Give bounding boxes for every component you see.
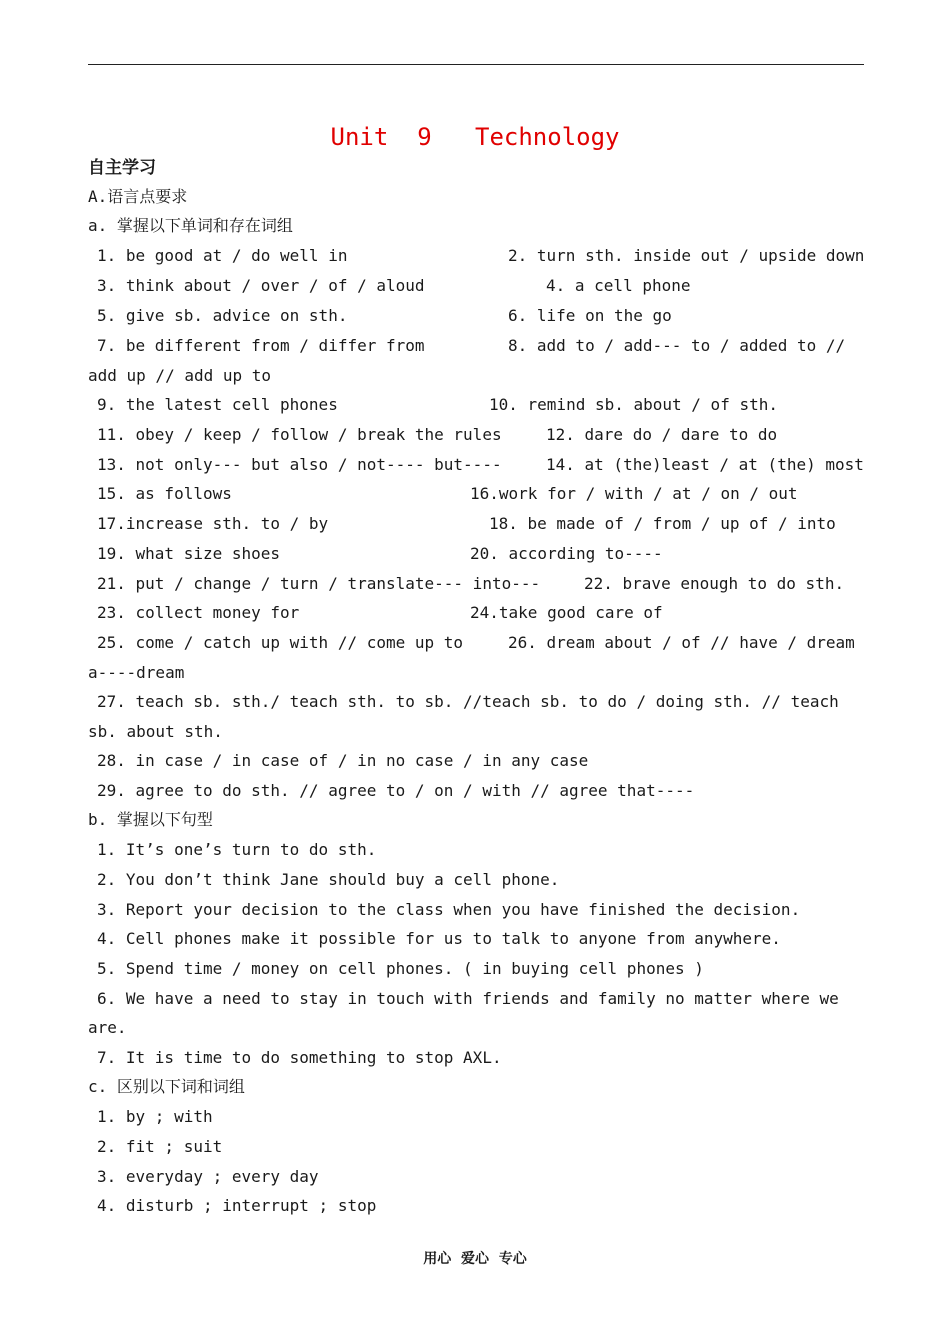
phrase-item: 22. brave enough to do sth. bbox=[584, 574, 845, 593]
phrase-item: 12. dare do / dare to do bbox=[546, 425, 778, 444]
header-rule bbox=[88, 64, 864, 65]
phrase-item: 24.take good care of bbox=[470, 603, 663, 622]
phrase-item: 2. turn sth. inside out / upside down bbox=[508, 246, 865, 265]
phrase-item: 21. put / change / turn / translate--- into--- bbox=[97, 574, 541, 593]
phrase-item: 13. not only--- but also / not---- but---- bbox=[97, 455, 502, 474]
phrase-item: 11. obey / keep / follow / break the rules bbox=[97, 425, 502, 444]
phrase-item: 26. dream about / of // have / dream bbox=[508, 633, 855, 652]
phrase-item: 29. agree to do sth. // agree to / on / with // agree that---- bbox=[97, 781, 695, 800]
phrase-item: 1. be good at / do well in bbox=[97, 246, 348, 265]
phrase-item: 25. come / catch up with // come up to bbox=[97, 633, 464, 652]
page-title: Unit 9 Technology bbox=[330, 123, 620, 151]
distinguish-item: 4. disturb ; interrupt ; stop bbox=[97, 1196, 377, 1215]
phrase-item-continuation: sb. about sth. bbox=[88, 722, 223, 741]
phrase-item: 23. collect money for bbox=[97, 603, 300, 622]
phrase-item: 27. teach sb. sth./ teach sth. to sb. //teach sb. to do / doing sth. // teach bbox=[97, 692, 839, 711]
phrase-item: 8. add to / add--- to / added to // bbox=[508, 336, 846, 355]
distinguish-item: 1. by ; with bbox=[97, 1107, 213, 1126]
phrase-item: 3. think about / over / of / aloud bbox=[97, 276, 425, 295]
phrase-item: 4. a cell phone bbox=[546, 276, 691, 295]
sentence-item: 5. Spend time / money on cell phones. ( in buying cell phones ) bbox=[97, 959, 704, 978]
sentence-item: 3. Report your decision to the class when you have finished the decision. bbox=[97, 900, 801, 919]
part-b-heading: b. 掌握以下句型 bbox=[88, 810, 213, 829]
distinguish-item: 3. everyday ; every day bbox=[97, 1167, 319, 1186]
sentence-item: 1. It’s one’s turn to do sth. bbox=[97, 840, 377, 859]
phrase-item: 18. be made of / from / up of / into bbox=[489, 514, 836, 533]
phrase-item: 19. what size shoes bbox=[97, 544, 281, 563]
distinguish-item: 2. fit ; suit bbox=[97, 1137, 223, 1156]
phrase-item: 9. the latest cell phones bbox=[97, 395, 338, 414]
phrase-item-continuation: add up // add up to bbox=[88, 366, 272, 385]
phrase-item: 10. remind sb. about / of sth. bbox=[489, 395, 778, 414]
phrase-item: 17.increase sth. to / by bbox=[97, 514, 329, 533]
sentence-item: 7. It is time to do something to stop AXL. bbox=[97, 1048, 502, 1067]
phrase-item: 14. at (the)least / at (the) most bbox=[546, 455, 864, 474]
sentence-item: 2. You don’t think Jane should buy a cell phone. bbox=[97, 870, 560, 889]
phrase-item: 20. according to---- bbox=[470, 544, 663, 563]
sentence-item: 4. Cell phones make it possible for us to talk to anyone from anywhere. bbox=[97, 929, 781, 948]
section-heading: 自主学习 bbox=[88, 158, 156, 178]
sentence-item-continuation: are. bbox=[88, 1018, 127, 1037]
phrase-item: 15. as follows bbox=[97, 484, 232, 503]
part-a-heading: a. 掌握以下单词和存在词组 bbox=[88, 216, 293, 235]
page-footer: 用心 爱心 专心 bbox=[423, 1251, 527, 1267]
section-a-heading: A.语言点要求 bbox=[88, 187, 188, 206]
sentence-item: 6. We have a need to stay in touch with friends and family no matter where we bbox=[97, 989, 839, 1008]
part-c-heading: c. 区别以下词和词组 bbox=[88, 1077, 245, 1096]
phrase-item: 7. be different from / differ from bbox=[97, 336, 425, 355]
phrase-item: 5. give sb. advice on sth. bbox=[97, 306, 348, 325]
phrase-item: 16.work for / with / at / on / out bbox=[470, 484, 798, 503]
phrase-item: 6. life on the go bbox=[508, 306, 672, 325]
phrase-item-continuation: a----dream bbox=[88, 663, 185, 682]
phrase-item: 28. in case / in case of / in no case / in any case bbox=[97, 751, 589, 770]
